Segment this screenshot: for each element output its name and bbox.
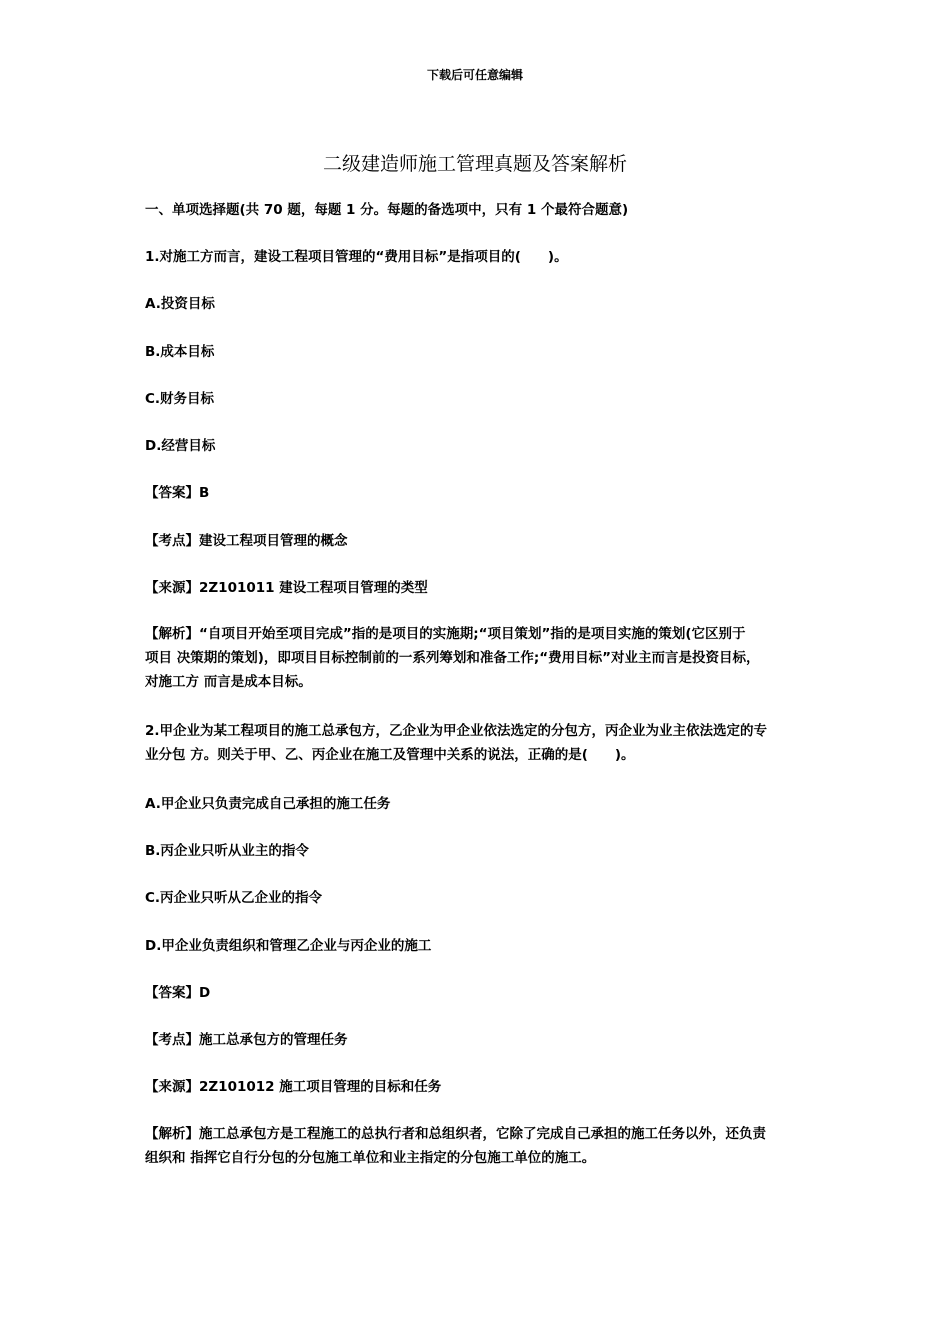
question-2-stem-line-1: 2.甲企业为某工程项目的施工总承包方，乙企业为甲企业依法选定的分包方，丙企业为业主依法选定的专 xyxy=(145,723,768,739)
question-2-source: 【来源】2Z101012 施工项目管理的目标和任务 xyxy=(145,1079,442,1095)
question-1-analysis-line-1: 【解析】“自项目开始至项目完成”指的是项目的实施期;“项目策划”指的是项目实施的策划(它区别于 xyxy=(145,626,746,642)
question-2-option-b: B.丙企业只听从业主的指令 xyxy=(145,843,309,859)
document-title: 二级建造师施工管理真题及答案解析 xyxy=(322,153,627,175)
question-1-option-a: A.投资目标 xyxy=(145,296,215,312)
question-1-analysis-line-2: 项目 决策期的策划)，即项目目标控制前的一系列筹划和准备工作;“费用目标”对业主而言是投资目标， xyxy=(145,650,760,666)
question-1-option-c: C.财务目标 xyxy=(145,391,215,407)
question-1-point: 【考点】建设工程项目管理的概念 xyxy=(145,533,348,549)
question-2-option-c: C.丙企业只听从乙企业的指令 xyxy=(145,890,323,906)
question-2-analysis-line-1: 【解析】施工总承包方是工程施工的总执行者和总组织者，它除了完成自己承担的施工任务以外，还负责 xyxy=(145,1126,766,1142)
header-note: 下载后可任意编辑 xyxy=(426,68,523,82)
question-1-option-d: D.经营目标 xyxy=(145,438,216,454)
question-2-point: 【考点】施工总承包方的管理任务 xyxy=(145,1032,348,1048)
question-1-answer: 【答案】B xyxy=(145,485,210,501)
question-1-analysis-line-3: 对施工方 而言是成本目标。 xyxy=(145,674,312,690)
question-1-stem: 1.对施工方而言，建设工程项目管理的“费用目标”是指项目的( )。 xyxy=(145,249,568,265)
question-1-analysis xyxy=(145,622,810,694)
question-1-source: 【来源】2Z101011 建设工程项目管理的类型 xyxy=(145,580,428,596)
question-2-analysis-line-2: 组织和 指挥它自行分包的分包施工单位和业主指定的分包施工单位的施工。 xyxy=(145,1150,596,1166)
question-2-answer: 【答案】D xyxy=(145,985,211,1001)
section-heading: 一、单项选择题(共 70 题，每题 1 分。每题的备选项中，只有 1 个最符合题意) xyxy=(145,202,629,218)
question-2-option-d: D.甲企业负责组织和管理乙企业与丙企业的施工 xyxy=(145,938,432,954)
question-2-stem xyxy=(145,719,810,767)
question-2-analysis xyxy=(145,1122,810,1170)
question-2-option-a: A.甲企业只负责完成自己承担的施工任务 xyxy=(145,796,391,812)
question-1-option-b: B.成本目标 xyxy=(145,344,215,360)
question-2-stem-line-2: 业分包 方。则关于甲、乙、丙企业在施工及管理中关系的说法，正确的是( )。 xyxy=(145,747,635,763)
